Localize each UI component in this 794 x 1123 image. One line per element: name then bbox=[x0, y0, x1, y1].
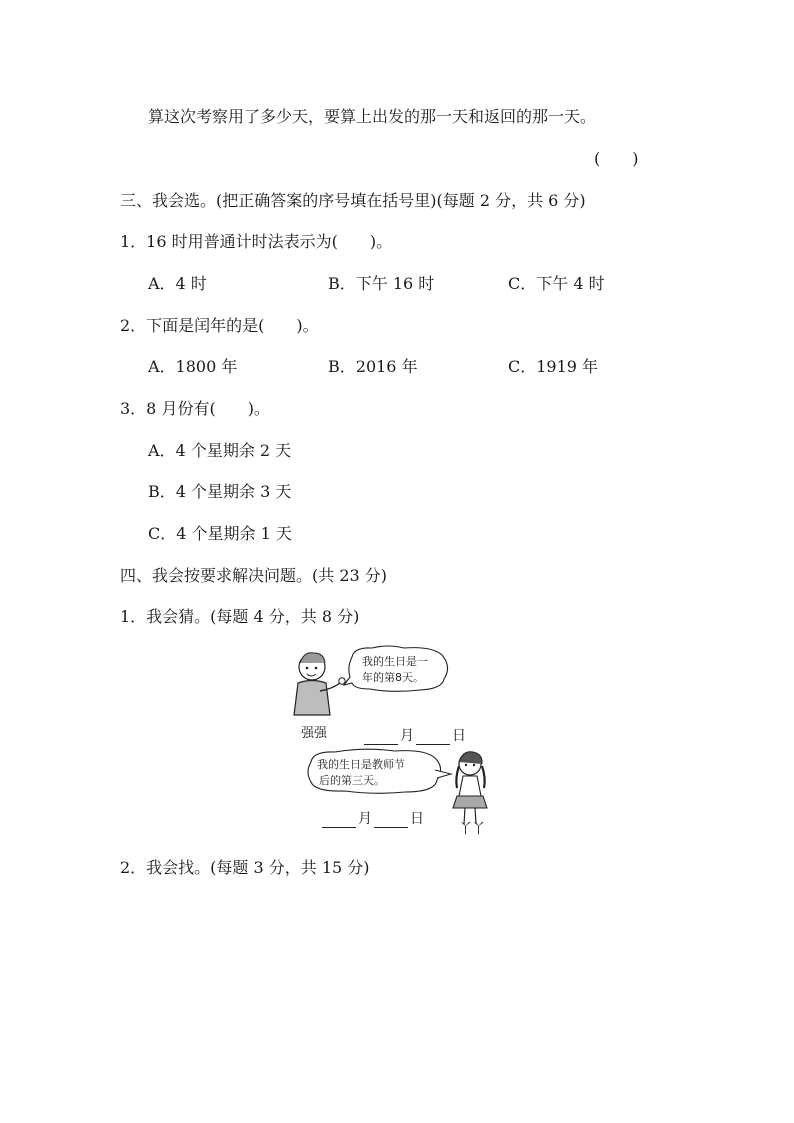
month-blank[interactable] bbox=[322, 813, 356, 828]
day-blank[interactable] bbox=[374, 813, 408, 828]
day-label: 日 bbox=[410, 811, 424, 827]
boy-figure bbox=[292, 645, 462, 725]
girl-speech-line1: 我的生日是教师节 bbox=[317, 758, 405, 771]
month-label: 月 bbox=[400, 728, 414, 744]
question-stem: 1．我会猜。(每题 4 分，共 8 分) bbox=[120, 607, 360, 626]
section4-heading: 四、我会按要求解决问题。(共 23 分) bbox=[120, 566, 388, 585]
girl-hair bbox=[459, 752, 482, 764]
boy-speech-line1: 我的生日是一 bbox=[362, 655, 428, 668]
question-stem: 1．16 时用普通计时法表示为( )。 bbox=[120, 232, 393, 251]
girl-speech-line2: 后的第三天。 bbox=[319, 774, 385, 787]
day-blank[interactable] bbox=[416, 730, 450, 745]
month-blank[interactable] bbox=[364, 730, 398, 745]
boy-speech-line2: 年的第8天。 bbox=[362, 671, 424, 684]
girl-answer-row bbox=[320, 808, 424, 828]
option-b: B．4 个星期余 3 天 bbox=[148, 482, 292, 501]
boy-name: 强强 bbox=[301, 726, 328, 741]
girl-name: 丫丫 bbox=[459, 822, 486, 837]
option-a: A．4 个星期余 2 天 bbox=[148, 441, 292, 460]
question-stem: 2．下面是闰年的是( )。 bbox=[120, 316, 319, 335]
girl-body bbox=[459, 776, 481, 796]
boy-hair bbox=[300, 653, 325, 663]
month-label: 月 bbox=[358, 811, 372, 827]
answer-bracket[interactable]: ( ) bbox=[594, 149, 639, 168]
boy-body bbox=[294, 681, 330, 716]
boy-speech-bubble bbox=[344, 646, 448, 691]
option-c: C．1919 年 bbox=[508, 357, 599, 376]
intro-text: 算这次考察用了多少天，要算上出发的那一天和返回的那一天。 bbox=[148, 107, 597, 126]
option-b: B．2016 年 bbox=[328, 357, 418, 376]
option-c: C．下午 4 时 bbox=[508, 274, 605, 293]
question-stem: 2．我会找。(每题 3 分，共 15 分) bbox=[120, 858, 370, 877]
day-label: 日 bbox=[452, 728, 466, 744]
boy-answer-row bbox=[362, 725, 466, 745]
option-b: B．下午 16 时 bbox=[328, 274, 435, 293]
option-a: A．1800 年 bbox=[148, 357, 238, 376]
option-a: A．4 时 bbox=[148, 274, 207, 293]
option-c: C．4 个星期余 1 天 bbox=[148, 524, 292, 543]
section3-heading: 三、我会选。(把正确答案的序号填在括号里)(每题 2 分，共 6 分) bbox=[120, 191, 586, 210]
question-stem: 3．8 月份有( )。 bbox=[120, 399, 270, 418]
